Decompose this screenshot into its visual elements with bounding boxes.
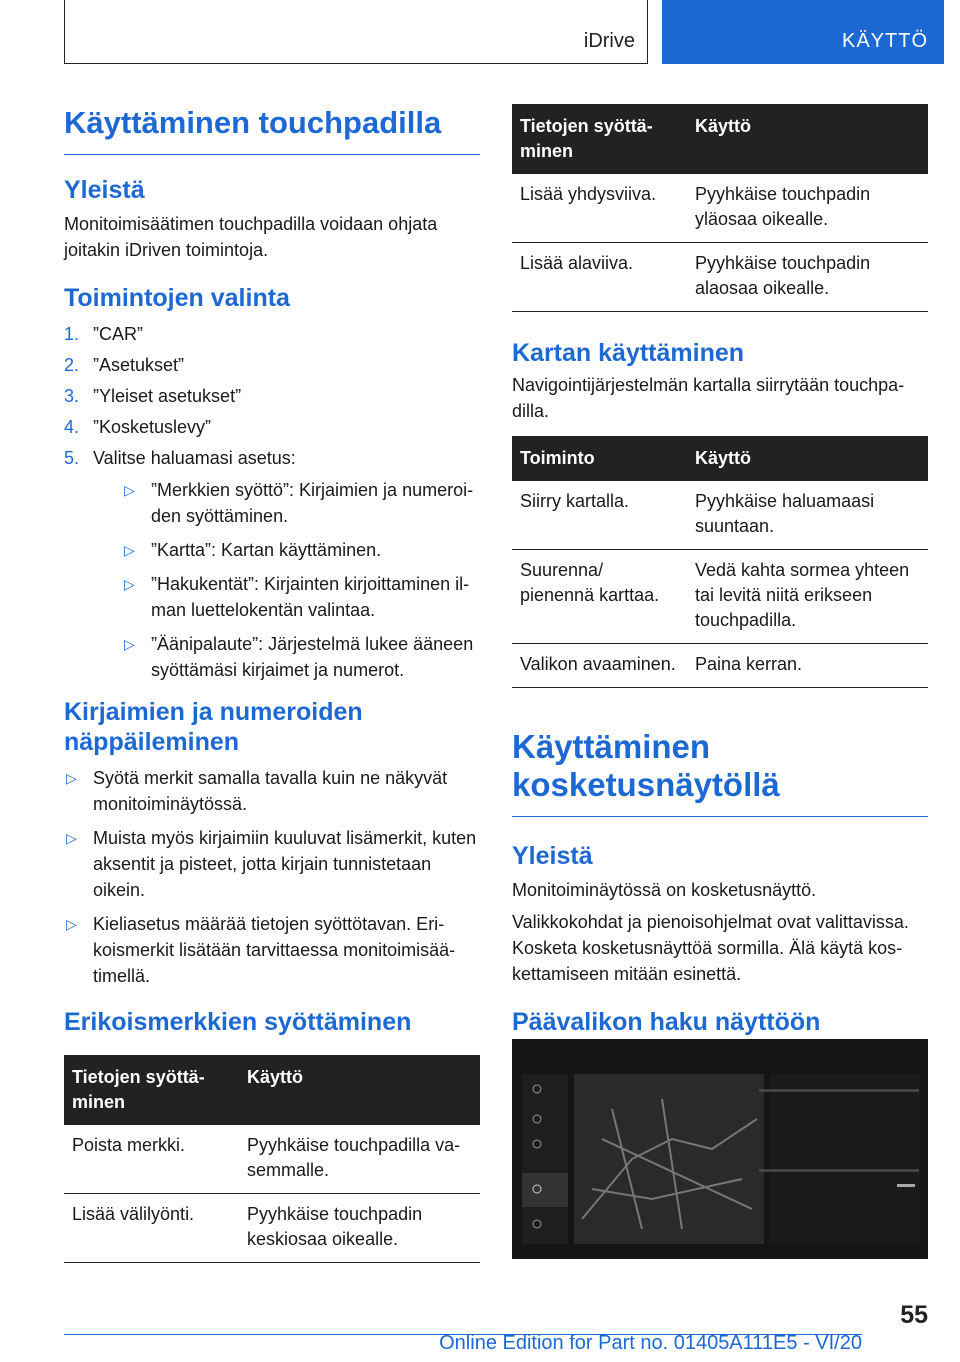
selection-heading: Toimintojen valinta [64,284,290,312]
screen-illustration [512,1039,928,1259]
touch-text-1: Monitoiminäytössä on kosketusnäyttö. [512,880,817,900]
footer-edition: Online Edition for Part no. 01405A111E5 - VI/20 [439,1332,862,1354]
table-header-cell: Käyttö [687,104,928,174]
letters-item: ▷ Syötä merkit samalla tavalla kuin ne näkyvät monitoiminäytössä. [64,765,480,817]
triangle-bullet-icon: ▷ [124,482,135,498]
table-cell: Lisää alaviiva. [512,243,687,312]
table-cell: Siirry kartalla. [512,481,687,550]
option-item: ▷ ”Merkkien syöttö”: Kirjaimien ja numeroiden syöttäminen. [122,477,480,529]
table-cell: Valikon avaaminen. [512,644,687,688]
table-header-cell: Käyttö [687,436,928,481]
touch-title: Käyttäminen kosketusnäytöllä [512,728,928,817]
table-cell: Pyyhkäise touchpadilla vasemmalle. [239,1125,480,1194]
table-cell: Pyyhkäise haluamaasi suuntaan. [687,481,928,550]
triangle-bullet-icon: ▷ [66,770,77,786]
map-table [512,436,928,688]
table-row [512,174,928,243]
triangle-bullet-icon: ▷ [66,916,77,932]
option-item: ▷ ”Äänipalaute”: Järjestelmä lukee ääneen syöttämäsi kirjaimet ja numerot. [122,631,480,683]
right-column [512,104,928,1069]
table-header-row [512,104,928,174]
table-cell: Pyyhkäise touchpadin yläosaa oikealle. [687,174,928,243]
table-cell: Vedä kahta sormea yhteen tai levitä niitä erikseen touchpadilla. [687,550,928,644]
table-header-row [64,1055,480,1125]
triangle-bullet-icon: ▷ [124,542,135,558]
triangle-bullet-icon: ▷ [66,830,77,846]
touch-general-heading: Yleistä [512,842,593,870]
table-row [512,481,928,550]
table-row [64,1125,480,1194]
option-item: ▷ ”Kartta”: Kartan käyttäminen. [122,537,480,563]
step-options-list [93,477,480,683]
page-number: 55 [900,1301,928,1329]
step-item: 4. ”Kosketuslevy” [64,417,212,437]
table-header-cell: Tietojen syöttäminen [64,1055,239,1125]
option-item: ▷ ”Hakukentät”: Kirjainten kirjoittaminen ilman luettelokentän valintaa. [122,571,480,623]
header-section-label: iDrive [583,30,635,52]
table-header-row [512,436,928,481]
touch-text-2: Valikkokohdat ja pienoisohjelmat ovat valittavissa. Kosketa kosketusnäyttöä sormilla. Älä käytä koskettamiseen mitään esinettä. [512,912,909,984]
table-row [64,1194,480,1263]
triangle-bullet-icon: ▷ [124,636,135,652]
step-item: 5. Valitse haluamasi asetus: ▷ ”Merkkien syöttö”: Kirjaimien ja numeroiden syöttäminen. ▷ ”Kartta”: Kartan käyttäminen. ▷ ”Hakukentät”: Kirjainten kirjoittaminen ilman luettelokentän valintaa. ▷ ”Äänipalaute”: Järjestelmä lukee ääneen syöttämäsi kirjaimet ja numerot. [64,445,480,683]
table-cell: Suurenna/ pienennä karttaa. [512,550,687,644]
step-item: 2. ”Asetukset” [64,355,185,375]
step-item: 3. ”Yleiset asetukset” [64,386,242,406]
general-text: Monitoimisäätimen touchpadilla voidaan ohjata joitakin iDriven toimintoja. [64,214,438,260]
page-title: Käyttäminen touchpadilla [64,104,480,155]
table-cell: Lisää välilyönti. [64,1194,239,1263]
left-column [64,104,480,1263]
header-chapter-box [662,0,944,64]
special-heading: Erikoismerkkien syöttäminen [64,1008,412,1036]
table-cell: Pyyhkäise touchpadin keskiosaa oikealle. [239,1194,480,1263]
table-row [512,243,928,312]
steps-list [64,321,480,683]
table-cell: Poista merkki. [64,1125,239,1194]
table-header-cell: Tietojen syöttäminen [512,104,687,174]
table-header-cell: Käyttö [239,1055,480,1125]
general-heading: Yleistä [64,176,145,204]
letters-heading: Kirjaimien ja numeroiden näppäileminen [64,698,363,756]
map-text: Navigointijärjestelmän kartalla siirrytään touchpadilla. [512,375,905,421]
special-chars-table [64,1055,480,1263]
map-heading: Kartan käyttäminen [512,339,745,367]
table-header-cell: Toiminto [512,436,687,481]
table-cell: Lisää yhdysviiva. [512,174,687,243]
header-chapter-label: KÄYTTÖ [841,30,928,52]
table-cell: Paina kerran. [687,644,928,688]
idrive-screen-image [512,1039,928,1259]
triangle-bullet-icon: ▷ [124,576,135,592]
table-row [512,644,928,688]
letters-item: ▷ Kieliasetus määrää tietojen syöttötavan. Erikoismerkit lisätään tarvittaessa monitoimisäätimellä. [64,911,480,989]
home-heading: Päävalikon haku näyttöön [512,1008,821,1036]
letters-item: ▷ Muista myös kirjaimiin kuuluvat lisämerkit, kuten aksentit ja pisteet, jotta kirjain tunnistetaan oikein. [64,825,480,903]
letters-list [64,765,480,989]
table-cell: Pyyhkäise touchpadin alaosaa oikealle. [687,243,928,312]
step-item: 1. ”CAR” [64,324,143,344]
table-row [512,550,928,644]
special-chars-table-continued [512,104,928,312]
header-section-box [64,0,648,64]
